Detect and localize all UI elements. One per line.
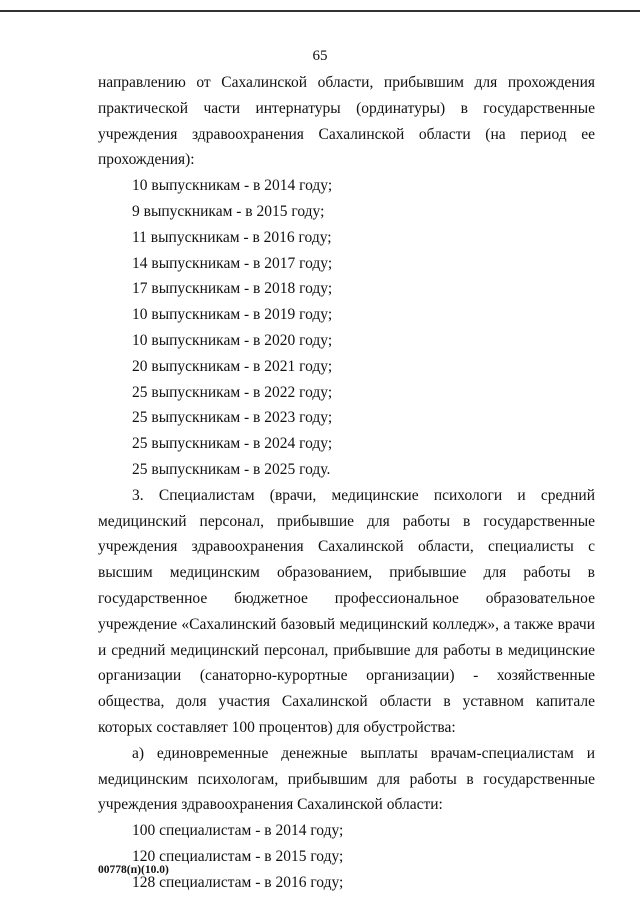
- list-item: 10 выпускникам - в 2014 году;: [132, 177, 333, 195]
- list-item: 120 специалистам - в 2015 году;: [132, 847, 344, 865]
- graduates-list: [98, 173, 595, 483]
- specialists-list: [98, 818, 595, 895]
- list-item: 20 выпускникам - в 2021 году;: [132, 357, 333, 375]
- list-item: 25 выпускникам - в 2024 году;: [132, 435, 333, 453]
- list-item: 100 специалистам - в 2014 году;: [132, 822, 344, 840]
- top-rule: [0, 10, 640, 12]
- list-item: 10 выпускникам - в 2019 году;: [132, 306, 333, 324]
- document-body: [98, 70, 595, 896]
- list-item: 9 выпускникам - в 2015 году;: [132, 202, 325, 220]
- paragraph-3: 3. Специалистам (врачи, медицинские психологи и средний медицинский персонал, прибывшие для работы в государственные учреждения здравоохранения Сахалинской области, специалисты с высшим медицинским образованием, прибывшие для работы в государственное бюджетное профессиональное образовательное учреждение «Сахалинский базовый медицинский колледж», а также врачи и средний медицинский персонал, прибывшие для работы в медицинские организации (санаторно-курортные организации) - хозяйственные общества, доля участия Сахалинской области в уставном капитале которых составляет 100 процентов) для обустройства:: [98, 486, 595, 736]
- list-item: 25 выпускникам - в 2022 году;: [132, 383, 333, 401]
- page-number: 65: [312, 48, 328, 64]
- document-code: 00778(п)(10.0): [98, 864, 169, 876]
- paragraph-a: а) единовременные денежные выплаты врачам-специалистам и медицинским психологам, прибывшим для работы в государственные учреждения здравоохранения Сахалинской области:: [98, 744, 595, 814]
- list-item: 11 выпускникам - в 2016 году;: [132, 228, 332, 246]
- list-item: 128 специалистам - в 2016 году;: [132, 873, 344, 891]
- list-item: 14 выпускникам - в 2017 году;: [132, 254, 333, 272]
- list-item: 10 выпускникам - в 2020 году;: [132, 331, 333, 349]
- list-item: 17 выпускникам - в 2018 году;: [132, 280, 333, 298]
- list-item: 25 выпускникам - в 2025 году.: [132, 460, 331, 478]
- paragraph-continuation: направлению от Сахалинской области, прибывшим для прохождения практической части интернатуры (ординатуры) в государственные учреждения здравоохранения Сахалинской области (на период ее прохождения):: [98, 74, 595, 169]
- list-item: 25 выпускникам - в 2023 году;: [132, 409, 333, 427]
